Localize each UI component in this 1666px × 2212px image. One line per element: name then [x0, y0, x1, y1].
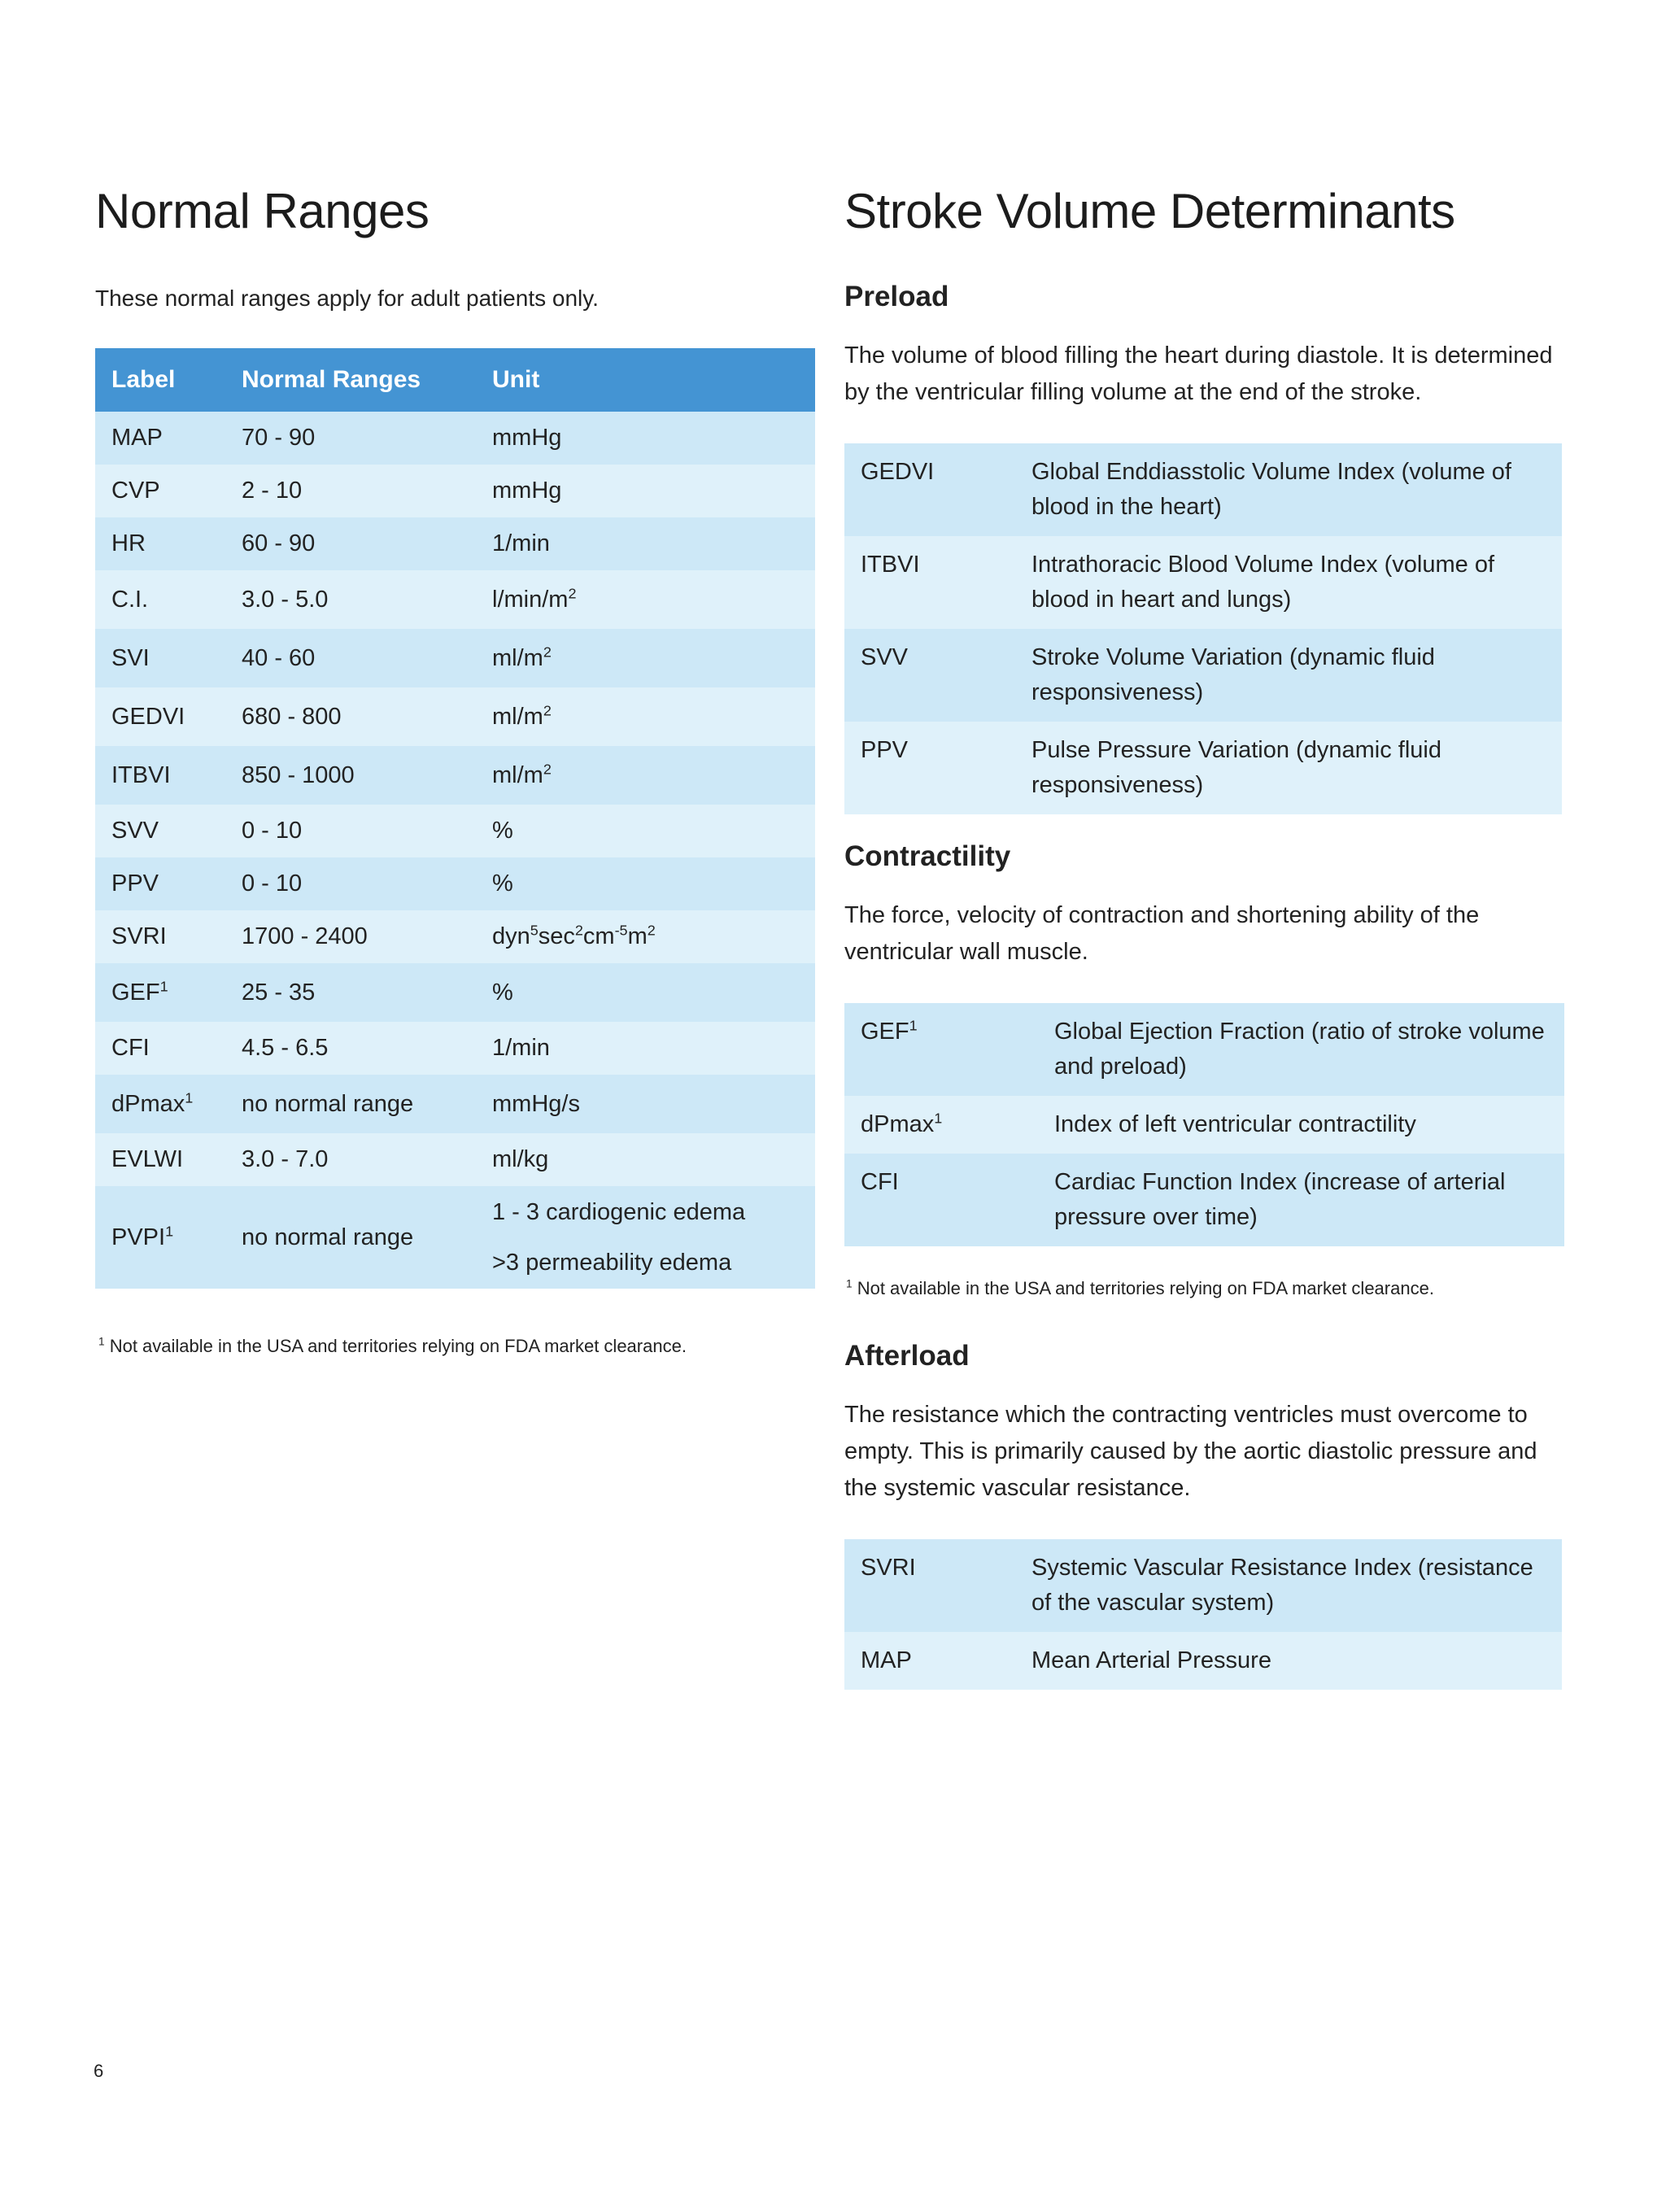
- label-text: SVRI: [111, 923, 167, 949]
- definition-row: [844, 1539, 1562, 1632]
- ranges-body: [95, 412, 815, 1289]
- unit-exponent: 2: [543, 701, 552, 718]
- cell-unit: [476, 910, 815, 963]
- label-text: PPV: [111, 870, 159, 897]
- definition-key: [844, 1539, 1015, 1632]
- cell-label: [95, 910, 225, 963]
- unit-part: sec: [538, 923, 575, 949]
- cell-unit: [476, 570, 815, 629]
- footnote-text: Not available in the USA and territories relying on FDA market clearance.: [109, 1336, 687, 1356]
- definition-key: [844, 1096, 1038, 1154]
- afterload-table: [844, 1539, 1562, 1690]
- contractility-heading: Contractility: [844, 840, 1011, 872]
- cell-unit: [476, 1133, 815, 1186]
- unit-exponent: 2: [543, 760, 552, 777]
- unit-text: mmHg: [492, 478, 562, 504]
- footnote: [98, 1336, 687, 1357]
- definition-key: [844, 722, 1015, 814]
- label-text: CFI: [111, 1035, 150, 1061]
- cell-label: [95, 1022, 225, 1075]
- cell-label: [95, 517, 225, 570]
- definition-row: [844, 1096, 1564, 1154]
- unit-exponent: 2: [574, 922, 583, 939]
- unit-text: l/min/m: [492, 586, 569, 613]
- key-text: MAP: [861, 1647, 912, 1673]
- unit-text: 1/min: [492, 530, 550, 556]
- cell-unit: [476, 746, 815, 805]
- unit-line: 1 - 3 cardiogenic edema: [492, 1199, 746, 1225]
- definition-key: [844, 629, 1015, 722]
- key-text: PPV: [861, 737, 909, 763]
- cell-range: 0 - 10: [225, 805, 476, 857]
- definition-description: Cardiac Function Index (increase of arterial pressure over time): [1038, 1154, 1564, 1246]
- key-text: CFI: [861, 1169, 899, 1195]
- definition-row: [844, 1003, 1564, 1096]
- cell-unit: [476, 1186, 815, 1289]
- label-footnote-mark: 1: [159, 977, 168, 994]
- table-row: [95, 1133, 815, 1186]
- unit-exponent: 2: [568, 584, 577, 601]
- table-row: [95, 570, 815, 629]
- cell-range: 70 - 90: [225, 412, 476, 465]
- cell-label: [95, 412, 225, 465]
- cell-unit: [476, 963, 815, 1022]
- cell-unit: [476, 465, 815, 517]
- cell-range: 40 - 60: [225, 629, 476, 687]
- key-text: GEF: [861, 1019, 909, 1045]
- unit-part: m: [627, 923, 648, 949]
- definition-description: Index of left ventricular contractility: [1038, 1096, 1564, 1154]
- table-row: [95, 412, 815, 465]
- label-text: SVV: [111, 818, 159, 844]
- table-row: [95, 517, 815, 570]
- cell-range: 60 - 90: [225, 517, 476, 570]
- table-row: [95, 687, 815, 746]
- definition-row: [844, 443, 1562, 536]
- cell-unit: [476, 805, 815, 857]
- cell-label: [95, 465, 225, 517]
- cell-label: [95, 857, 225, 910]
- unit-text: 1/min: [492, 1035, 550, 1061]
- table-row: [95, 963, 815, 1022]
- afterload-text: The resistance which the contracting ventricles must overcome to empty. This is primarily caused by the aortic diastolic pressure and the systemic vascular resistance.: [844, 1402, 1537, 1501]
- label-text: ITBVI: [111, 761, 171, 788]
- definition-description: Global Enddiasstolic Volume Index (volume of blood in the heart): [1015, 443, 1562, 536]
- label-text: CVP: [111, 478, 160, 504]
- cell-label: [95, 687, 225, 746]
- preload-table: [844, 443, 1562, 814]
- key-footnote-mark: 1: [909, 1017, 918, 1034]
- definition-row: [844, 722, 1562, 814]
- unit-text: ml/kg: [492, 1146, 549, 1172]
- definition-description: Intrathoracic Blood Volume Index (volume of blood in heart and lungs): [1015, 536, 1562, 629]
- page-title: Normal Ranges: [95, 184, 430, 238]
- header-label: Label: [95, 348, 225, 412]
- footnote-mark: 1: [846, 1277, 853, 1290]
- definition-description: Stroke Volume Variation (dynamic fluid responsiveness): [1015, 629, 1562, 722]
- cell-unit: [476, 412, 815, 465]
- definition-key: [844, 536, 1015, 629]
- key-text: ITBVI: [861, 552, 920, 578]
- label-text: PVPI: [111, 1224, 166, 1250]
- contractility-table: [844, 1003, 1564, 1246]
- label-text: MAP: [111, 425, 163, 451]
- definition-key: [844, 1154, 1038, 1246]
- cell-label: [95, 1133, 225, 1186]
- key-footnote-mark: 1: [934, 1110, 943, 1127]
- table-row: [95, 910, 815, 963]
- key-text: GEDVI: [861, 459, 935, 485]
- definition-key: [844, 1632, 1015, 1690]
- page-number: 6: [94, 2061, 104, 2081]
- unit-text: ml/m: [492, 644, 543, 671]
- cell-range: no normal range: [225, 1075, 476, 1133]
- label-text: EVLWI: [111, 1146, 184, 1172]
- definition-row: [844, 629, 1562, 722]
- label-footnote-mark: 1: [165, 1222, 174, 1239]
- cell-range: 2 - 10: [225, 465, 476, 517]
- cell-unit: [476, 1022, 815, 1075]
- cell-unit: [476, 857, 815, 910]
- label-text: GEDVI: [111, 703, 185, 730]
- cell-unit: [476, 517, 815, 570]
- afterload-heading: Afterload: [844, 1340, 970, 1372]
- unit-part: cm: [582, 923, 615, 949]
- label-text: SVI: [111, 644, 150, 671]
- cell-label: [95, 805, 225, 857]
- preload-heading: Preload: [844, 281, 949, 312]
- unit-exponent: 2: [647, 922, 656, 939]
- cell-label: [95, 1075, 225, 1133]
- table-row: [95, 465, 815, 517]
- label-text: C.I.: [111, 586, 149, 613]
- cell-label: [95, 963, 225, 1022]
- definition-description: Pulse Pressure Variation (dynamic fluid responsiveness): [1015, 722, 1562, 814]
- unit-exponent: -5: [614, 922, 628, 939]
- definition-description: Mean Arterial Pressure: [1015, 1632, 1562, 1690]
- definition-row: [844, 1154, 1564, 1246]
- cell-range: no normal range: [225, 1186, 476, 1289]
- cell-range: 3.0 - 5.0: [225, 570, 476, 629]
- definition-description: Systemic Vascular Resistance Index (resistance of the vascular system): [1015, 1539, 1562, 1632]
- cell-range: 3.0 - 7.0: [225, 1133, 476, 1186]
- contractility-text: The force, velocity of contraction and shortening ability of the ventricular wall muscle.: [844, 902, 1480, 965]
- intro-text: These normal ranges apply for adult patients only.: [95, 286, 599, 311]
- table-row: [95, 629, 815, 687]
- definition-description: Global Ejection Fraction (ratio of stroke volume and preload): [1038, 1003, 1564, 1096]
- cell-range: 1700 - 2400: [225, 910, 476, 963]
- unit-part: dyn: [492, 923, 530, 949]
- table-row: [95, 1022, 815, 1075]
- table-row: [95, 1186, 815, 1289]
- section-title: Stroke Volume Determinants: [844, 184, 1455, 238]
- footnote-text: Not available in the USA and territories relying on FDA market clearance.: [857, 1278, 1434, 1298]
- table-row: [95, 746, 815, 805]
- cell-label: [95, 1186, 225, 1289]
- cell-label: [95, 629, 225, 687]
- key-text: SVV: [861, 644, 909, 670]
- unit-text: mmHg/s: [492, 1090, 580, 1117]
- definition-row: [844, 536, 1562, 629]
- label-text: HR: [111, 530, 146, 556]
- key-text: SVRI: [861, 1555, 916, 1581]
- header-normal-ranges: Normal Ranges: [225, 348, 476, 412]
- cell-unit: [476, 1075, 815, 1133]
- unit-text: %: [492, 979, 513, 1006]
- key-text: dPmax: [861, 1111, 935, 1137]
- unit-exponent: 2: [543, 643, 552, 660]
- unit-text: mmHg: [492, 425, 562, 451]
- table-row: [95, 1075, 815, 1133]
- header-unit: Unit: [476, 348, 815, 412]
- normal-ranges-table: [95, 348, 815, 1289]
- cell-range: 680 - 800: [225, 687, 476, 746]
- unit-exponent: 5: [530, 922, 539, 939]
- definition-row: [844, 1632, 1562, 1690]
- contractility-footnote: [846, 1278, 1434, 1299]
- unit-text: ml/m: [492, 703, 543, 730]
- definition-key: [844, 443, 1015, 536]
- cell-range: 25 - 35: [225, 963, 476, 1022]
- label-footnote-mark: 1: [185, 1089, 194, 1106]
- cell-unit: [476, 687, 815, 746]
- cell-unit: [476, 629, 815, 687]
- table-row: [95, 857, 815, 910]
- unit-text: %: [492, 870, 513, 897]
- label-text: GEF: [111, 979, 160, 1006]
- cell-range: 0 - 10: [225, 857, 476, 910]
- unit-text: ml/m: [492, 761, 543, 788]
- cell-label: [95, 570, 225, 629]
- label-text: dPmax: [111, 1090, 185, 1117]
- cell-label: [95, 746, 225, 805]
- definition-key: [844, 1003, 1038, 1096]
- table-row: [95, 805, 815, 857]
- footnote-mark: 1: [98, 1335, 105, 1348]
- table-header-row: [95, 348, 815, 412]
- cell-range: 4.5 - 6.5: [225, 1022, 476, 1075]
- unit-text: %: [492, 818, 513, 844]
- unit-line: >3 permeability edema: [492, 1250, 732, 1276]
- preload-text: The volume of blood filling the heart during diastole. It is determined by the ventricular filling volume at the end of the stroke.: [844, 342, 1553, 405]
- cell-range: 850 - 1000: [225, 746, 476, 805]
